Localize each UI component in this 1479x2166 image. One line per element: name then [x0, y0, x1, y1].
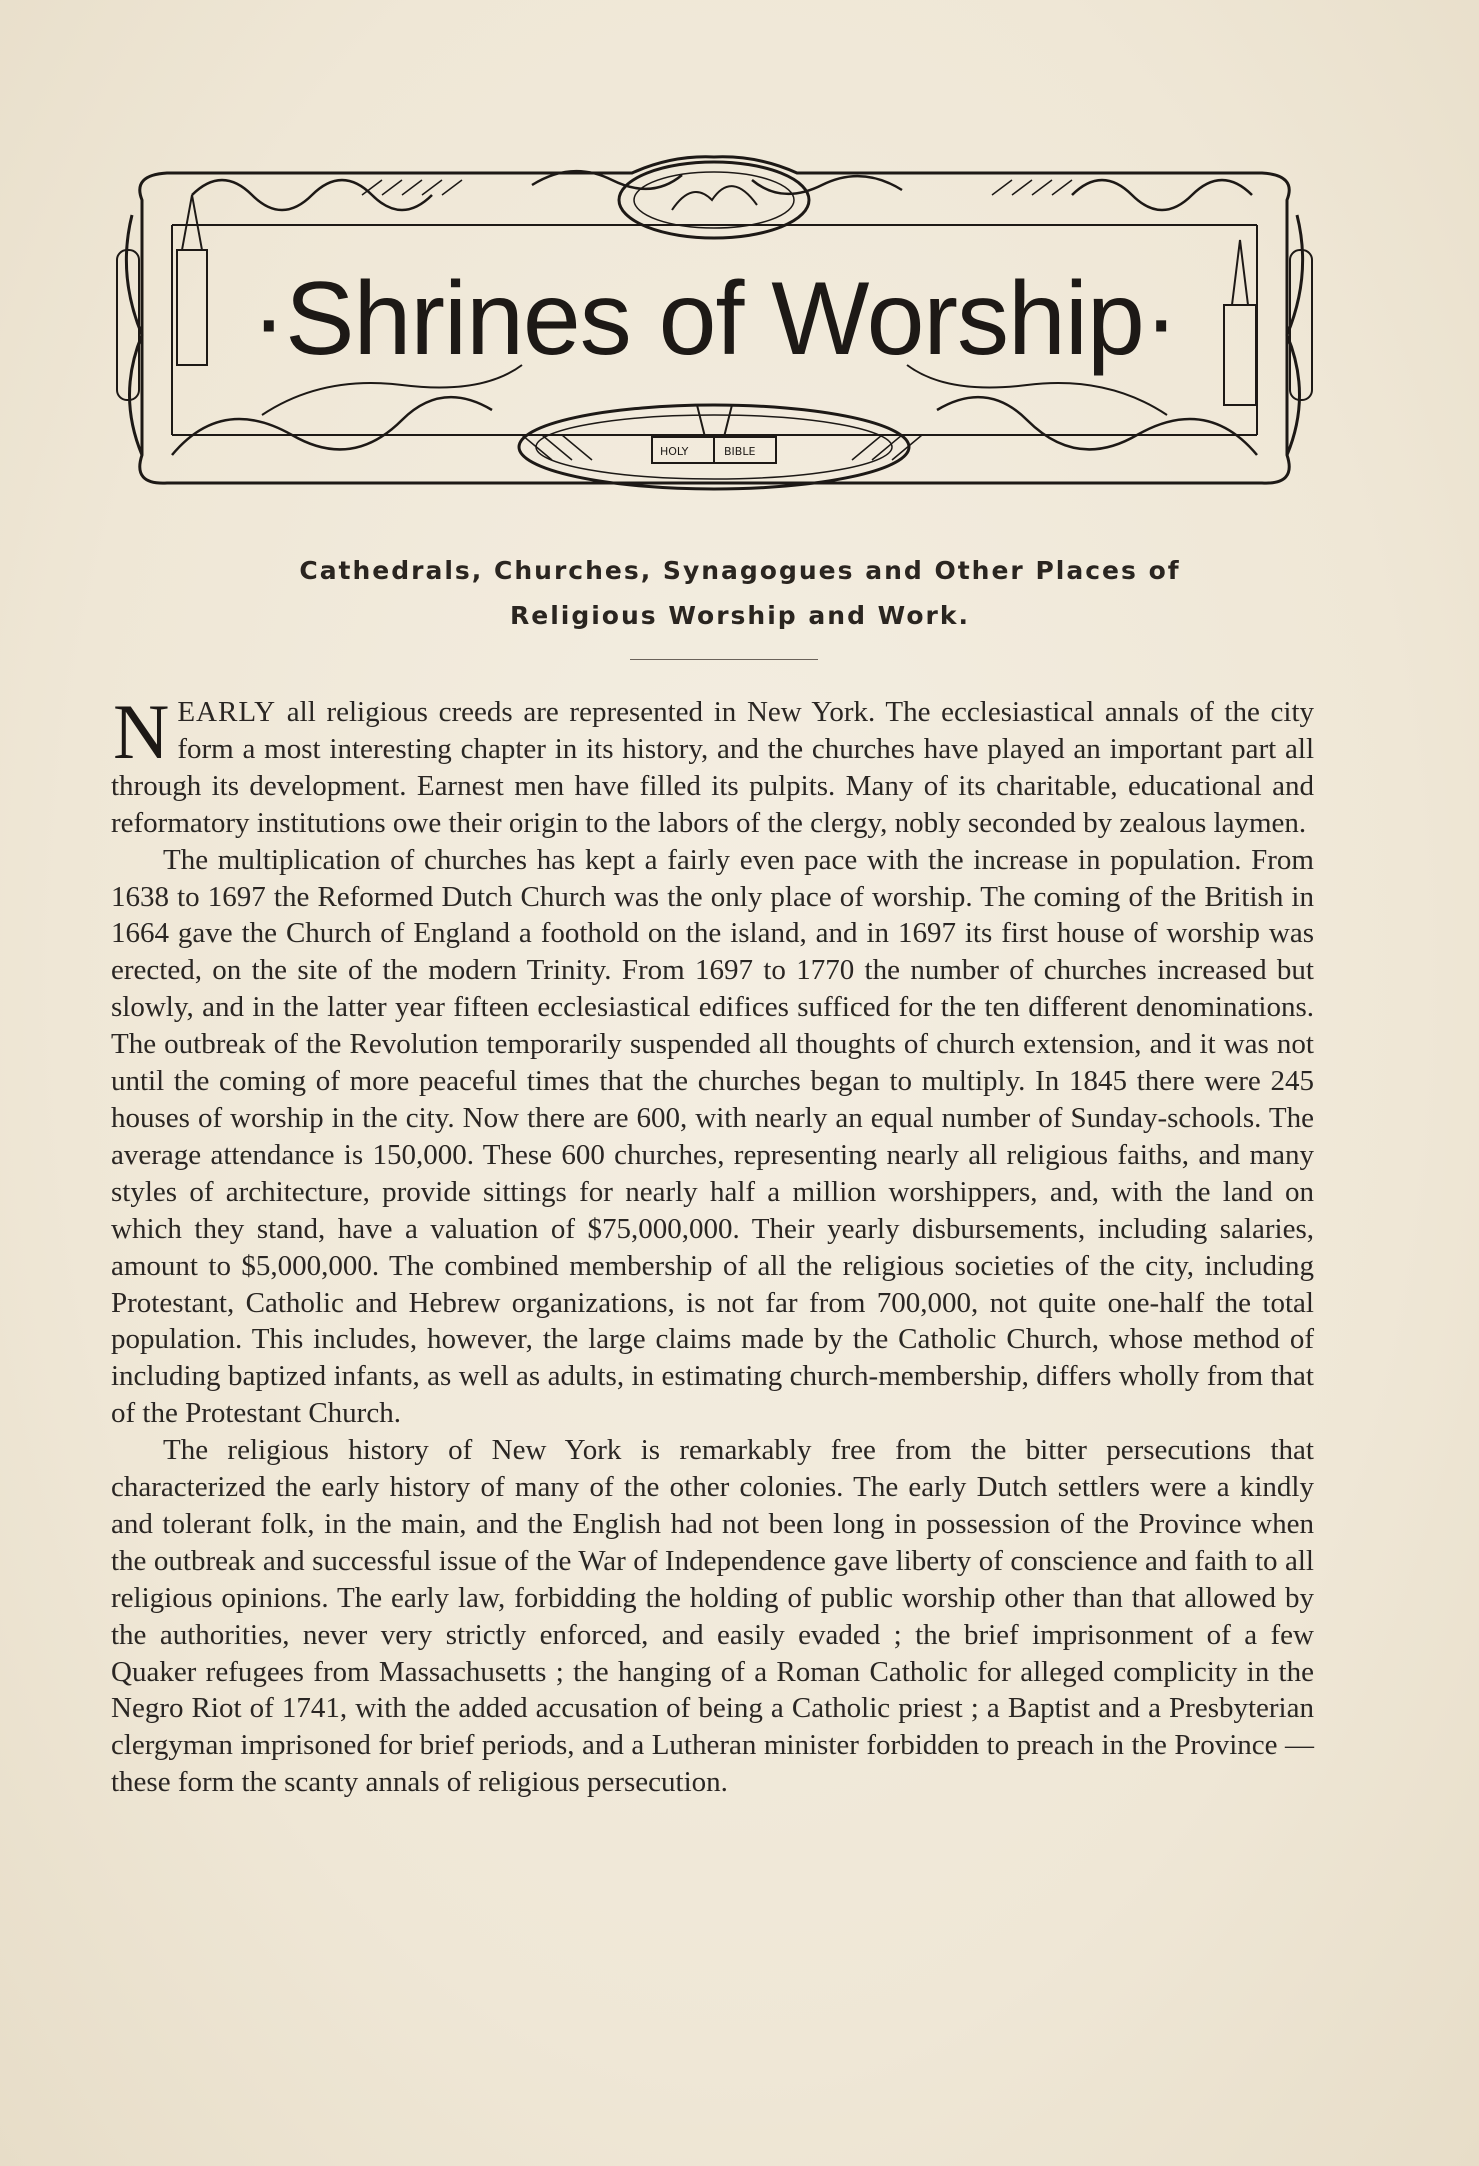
divider-rule — [630, 659, 818, 660]
drop-cap: N — [113, 688, 170, 775]
paragraph-3: The religious history of New York is remarkably free from the bitter persecutions that characterized the early history of many of the other colonies. The early Dutch settlers were a kindly and tolerant folk, in the main, and the English had not been long in possession of the Province when the outbreak and successful issue of the War of Independence gave liberty of conscience and faith to all religious opinions. The early law, forbidding the holding of public worship other than that allowed by the authorities, never very strictly enforced, and easily evaded ; the brief imprisonment of a few Quaker refugees from Massachusetts ; the hanging of a Roman Catholic for alleged complicity in the Negro Riot of 1741, with the added accusation of being a Catholic priest ; a Baptist and a Presbyterian clergyman imprisoned for brief periods, and a Lutheran minister forbidden to preach in the Province — these form the scanty annals of religious persecution. — [111, 1434, 1314, 1799]
subtitle-line-2: Religious Worship and Work. — [510, 601, 970, 630]
page-title: ·Shrines of Worship· — [251, 261, 1178, 377]
paragraph-1-text: all religious creeds are represented in New York. The ecclesiastical annals of the city form a most interesting chapter in its history, and the churches have played an important part all through its development. Earnest men have filled its pulpits. Many of its charitable, educational and reformatory institutions owe their origin to the labors of the clergy, nobly seconded by zealous laymen. — [111, 696, 1314, 839]
book-label-left: HOLY — [660, 445, 689, 458]
book-label-right: BIBLE — [724, 445, 756, 458]
subtitle-line-1: Cathedrals, Churches, Synagogues and Other Places of — [299, 556, 1181, 585]
article-body — [111, 688, 1314, 1801]
ornamental-header-banner — [112, 155, 1317, 500]
paragraph-2: The multiplication of churches has kept a fairly even pace with the increase in population. From 1638 to 1697 the Reformed Dutch Church was the only place of worship. The coming of the British in 1664 gave the Church of England a foothold on the island, and in 1697 its first house of worship was erected, on the site of the modern Trinity. From 1697 to 1770 the number of churches increased but slowly, and in the latter year fifteen ecclesiastical edifices sufficed for the ten different denominations. The outbreak of the Revolution temporarily suspended all thoughts of church extension, and it was not until the coming of more peaceful times that the churches began to multiply. In 1845 there were 245 houses of worship in the city. Now there are 600, with nearly an equal number of Sunday-schools. The average attendance is 150,000. These 600 churches, representing nearly all religious faiths, and many styles of architecture, provide sittings for nearly half a million worshippers, and, with the land on which they stand, have a valuation of $75,000,000. Their yearly disbursements, including salaries, amount to $5,000,000. The combined membership of all the religious societies of the city, including Protestant, Catholic and Hebrew organizations, is not far from 700,000, not quite one-half the total population. This includes, however, the large claims made by the Catholic Church, whose method of including baptized infants, as well as adults, in estimating church-membership, differs wholly from that of the Protestant Church. — [111, 843, 1314, 1430]
lead-caps: EARLY — [177, 696, 277, 728]
section-subtitle — [150, 548, 1330, 638]
paragraph-1 — [111, 688, 1314, 842]
